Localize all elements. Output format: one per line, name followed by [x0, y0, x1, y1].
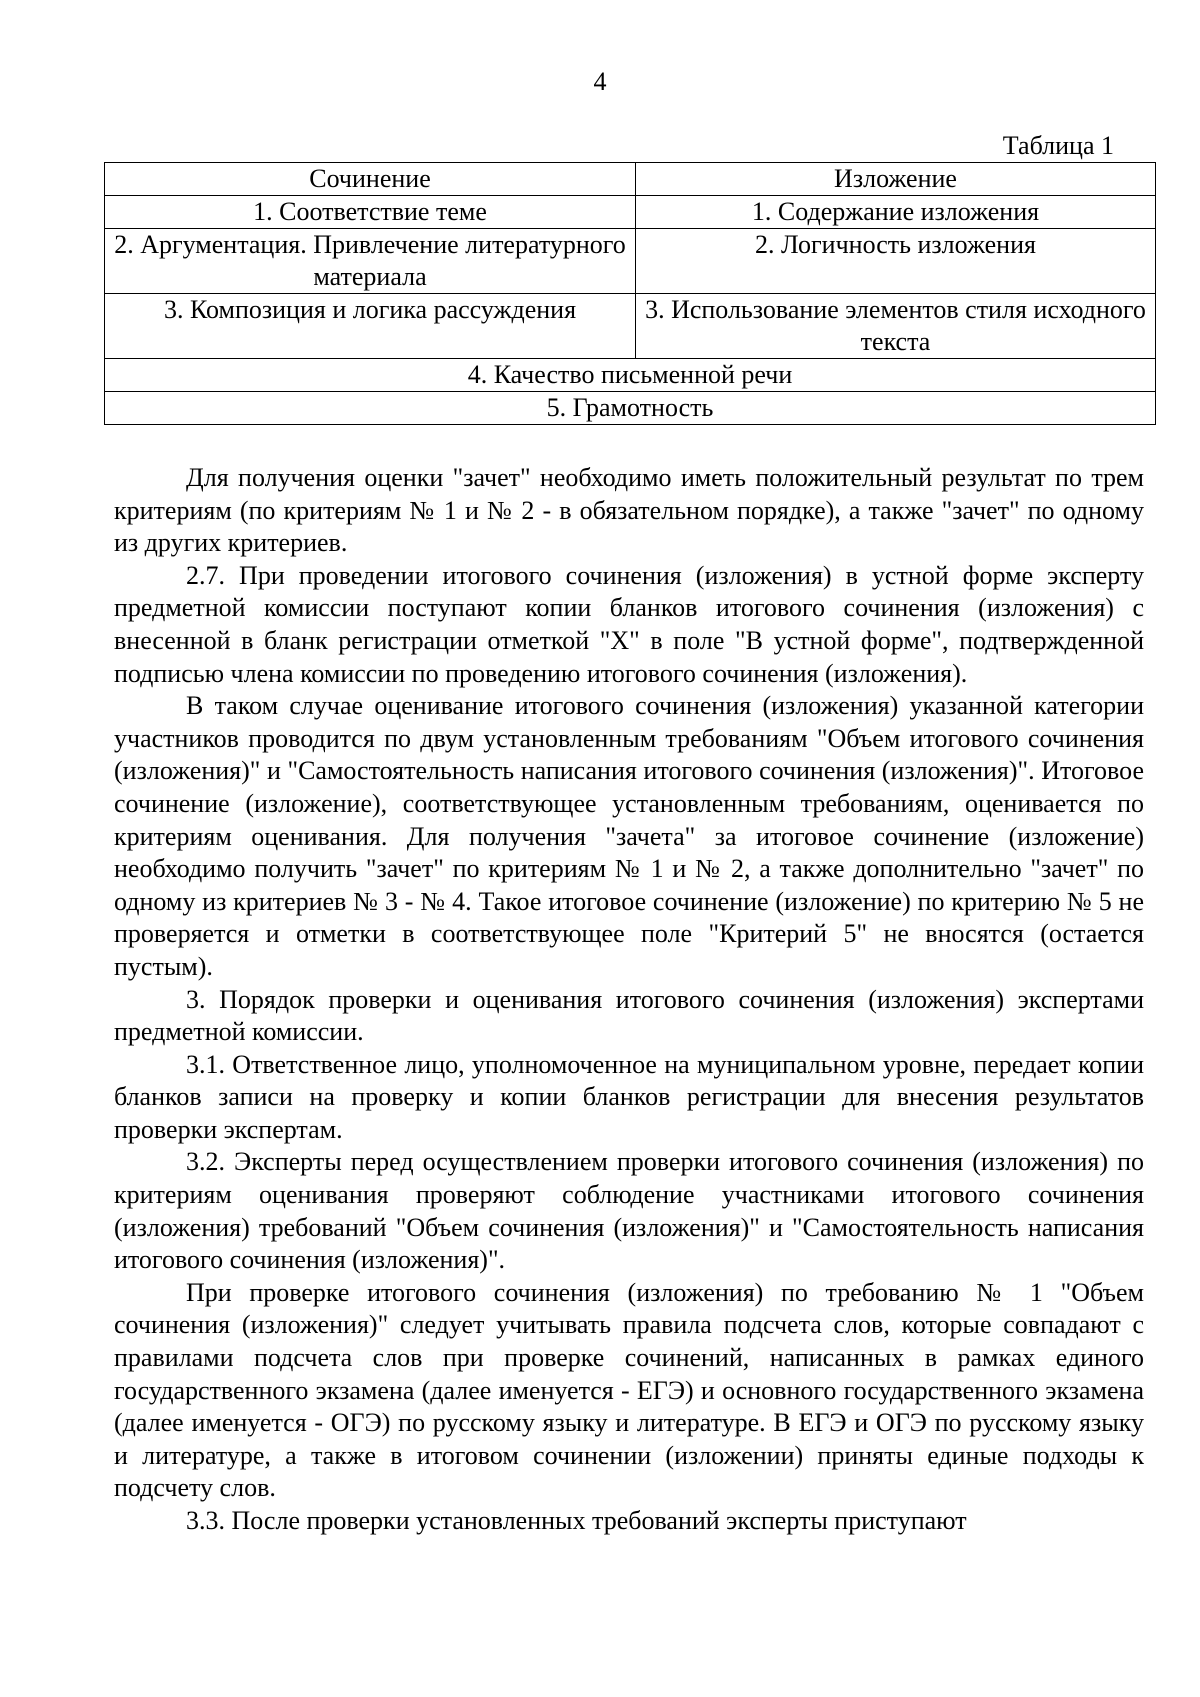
criteria-table [104, 162, 1156, 425]
table-header-summary: Изложение [636, 163, 1156, 196]
table-header-row [105, 163, 1156, 196]
table-cell: 1. Содержание изложения [636, 196, 1156, 229]
table-cell: 3. Композиция и логика рассуждения [105, 294, 636, 359]
table-cell: 2. Логичность изложения [636, 229, 1156, 294]
paragraph: При проверке итогового сочинения (изложения) по требованию № 1 "Объем сочинения (изложения)" следует учитывать правила подсчета слов, которые совпадают с правилами подсчета слов при проверке сочинений, написанных в рамках единого государственного экзамена (далее именуется - ЕГЭ) и основного государственного экзамена (далее именуется - ОГЭ) по русскому языку и литературе. В ЕГЭ и ОГЭ по русскому языку и литературе, а также в итоговом сочинении (изложении) приняты единые подходы к подсчету слов. [114, 1277, 1144, 1503]
table-cell: 3. Использование элементов стиля исходного текста [636, 294, 1156, 359]
page-number: 4 [593, 67, 607, 96]
paragraph: 3.2. Эксперты перед осуществлением проверки итогового сочинения (изложения) по критериям оценивания проверяют соблюдение участниками итогового сочинения (изложения) требований "Объем сочинения (изложения)" и "Самостоятельность написания итогового сочинения (изложения)". [114, 1147, 1144, 1275]
table-cell: 2. Аргументация. Привлечение литературного материала [105, 229, 636, 294]
table-row [105, 294, 1156, 359]
table-header-essay: Сочинение [105, 163, 636, 196]
paragraph: 3. Порядок проверки и оценивания итогового сочинения (изложения) экспертами предметной комиссии. [114, 984, 1144, 1047]
table-row-merged [105, 359, 1156, 392]
table-caption: Таблица 1 [1002, 131, 1114, 160]
body-text [114, 462, 1144, 1538]
table-row [105, 229, 1156, 294]
paragraph: 3.3. После проверки установленных требований эксперты приступают [186, 1506, 967, 1535]
table-cell-merged: 5. Грамотность [105, 392, 1156, 425]
table-cell-merged: 4. Качество письменной речи [105, 359, 1156, 392]
paragraph: 3.1. Ответственное лицо, уполномоченное на муниципальном уровне, передает копии бланков записи на проверку и копии бланков регистрации для внесения результатов проверки экспертам. [114, 1049, 1144, 1144]
paragraph: 2.7. При проведении итогового сочинения (изложения) в устной форме эксперту предметной комиссии поступают копии бланков итогового сочинения (изложения) с внесенной в бланк регистрации отметкой "X" в поле "В устной форме", подтвержденной подписью члена комиссии по проведению итогового сочинения (изложения). [114, 560, 1144, 688]
paragraph: В таком случае оценивание итогового сочинения (изложения) указанной категории участников проводится по двум установленным требованиям "Объем итогового сочинения (изложения)" и "Самостоятельность написания итогового сочинения (изложения)". Итоговое сочинение (изложение), соответствующее установленным требованиям, оценивается по критериям оценивания. Для получения "зачета" за итоговое сочинение (изложение) необходимо получить "зачет" по критериям № 1 и № 2, а также дополнительно "зачет" по одному из критериев № 3 - № 4. Такое итоговое сочинение (изложение) по критерию № 5 не проверяется и отметки в соответствующее поле "Критерий 5" не вносятся (остается пустым). [114, 691, 1144, 981]
table-row [105, 196, 1156, 229]
table-cell: 1. Соответствие теме [105, 196, 636, 229]
table-row-merged [105, 392, 1156, 425]
paragraph: Для получения оценки "зачет" необходимо иметь положительный результат по трем критериям (по критериям № 1 и № 2 - в обязательном порядке), а также "зачет" по одному из других критериев. [114, 463, 1144, 558]
